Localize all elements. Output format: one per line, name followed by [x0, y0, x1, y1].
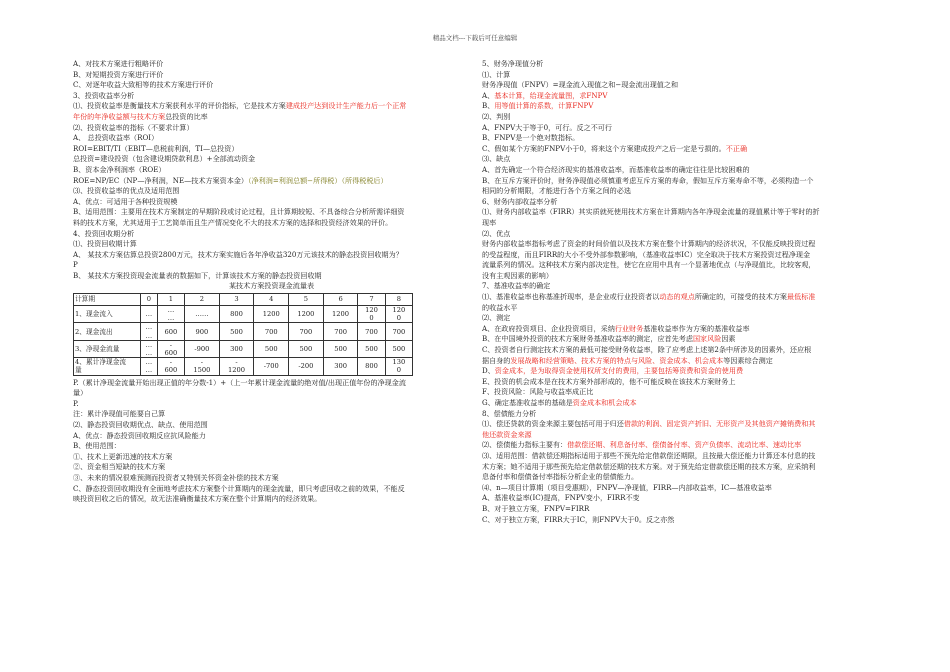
text-segment: 的收益水平 [482, 302, 518, 312]
table-row [74, 306, 413, 323]
text-line [482, 197, 878, 208]
table-cell: 500 [323, 340, 358, 357]
table-header-row [74, 294, 413, 306]
text-segment: A、 某技术方案估算总投资2800万元，技术方案实施后各年净收益320万元该技术的静态投资回收期为？ [73, 249, 403, 259]
highlight-text: 行业财务 [614, 323, 644, 333]
table-cell: 1200 [254, 306, 289, 323]
text-segment: ⑵、静态投资回收期优点、缺点、使用范围 [73, 420, 208, 430]
text-segment: B、 [482, 101, 495, 111]
text-segment: ⑷、n—项目计算期（项目受惠期），FNPV—净现值，FIRR—内部收益率，IC—基准收益率 [482, 482, 772, 492]
table-cell: 800 [219, 306, 254, 323]
text-segment: 财务内部收益率指标考虑了资金的时间价值以及技术方案在整个计算期内的经济状况，不仅能反映投资过程 [482, 239, 816, 249]
text-segment: 所确定的，可接受的技术方案 [694, 292, 788, 302]
text-line [482, 80, 878, 91]
text-segment: 相同的分析期限，才能进行各个方案之间的必选 [482, 186, 631, 196]
text-line [73, 80, 470, 91]
table-cell: … … [141, 358, 158, 375]
text-segment: A、首先确定一个符合经济现实的基准收益率，而基准收益率的确定往往是比较困难的 [482, 164, 750, 174]
text-segment: ⑴、偿还贷款的资金来源主要包括可用于归还 [482, 419, 624, 429]
text-line [482, 144, 878, 155]
highlight-text: 资金成本，是为取得资金使用权所支付的费用，主要包括筹资费和资金的使用费 [494, 366, 744, 376]
table-cell: 700 [254, 323, 289, 340]
text-line [482, 430, 878, 441]
text-segment: B、在互斥方案评价时，财务净现值必须慎重考虑互斥方案的寿命，假如互斥方案寿命不等，必须构造一个 [482, 175, 814, 185]
text-segment: D、 [482, 366, 495, 376]
table-cell: 500 [254, 340, 289, 357]
table-cell: … … [157, 306, 184, 323]
text-line [73, 91, 470, 102]
text-segment: ⑶、缺点 [482, 154, 511, 164]
table-cell: 500 [289, 340, 324, 357]
table-header-cell: 0 [141, 294, 158, 306]
text-line [73, 207, 470, 218]
text-segment: A、FNPV大于等于0，可行。反之不可行 [482, 122, 612, 132]
text-segment: ⑵、偿债能力指标主要有： [482, 440, 568, 450]
text-line [482, 91, 878, 102]
table-row [74, 340, 413, 357]
text-line [73, 133, 470, 144]
right-text [482, 59, 878, 525]
text-line [73, 176, 470, 187]
text-segment: A、优点：静态投资回收期反应抗风险能力 [73, 430, 206, 440]
text-segment: B、对短期投资方案进行评价 [73, 69, 164, 79]
text-line [73, 431, 470, 442]
text-line [73, 239, 470, 250]
text-segment: A、优点：可适用于各种投资规模 [73, 196, 178, 206]
text-line [482, 377, 878, 388]
text-line [482, 292, 878, 303]
highlight-text: 他还款资金来源 [482, 429, 532, 439]
table-cell: 600 [157, 323, 184, 340]
table-header-cell: 3 [219, 294, 254, 306]
text-segment: 5、财务净现值分析 [482, 59, 544, 68]
text-line [73, 229, 470, 240]
text-segment: G、确定基准收益率的基础是 [482, 398, 573, 407]
text-line [73, 378, 470, 389]
text-segment: ⑴、财务内部收益率（FIRR）其实质就死使用技术方案在计算期内各年净现金流量的现值累计等于零时的折 [482, 207, 820, 217]
text-segment: 4、投资回收期分析 [73, 228, 135, 238]
table-cell: - 600 [157, 358, 184, 375]
text-segment: A、基准收益率(IC)提高，FNPV变小，FIRR不变 [482, 493, 640, 503]
table-cell: 700 [358, 323, 385, 340]
table-header-cell: 计算期 [74, 294, 141, 306]
highlight-text: 发展战略和经营策略、技术方案的特点与风险、资金成本、机会成本 [510, 355, 724, 365]
table-cell: 2、现金流出 [74, 323, 141, 340]
text-segment: ROE=NP/EC（NP—净利润，NE—技术方案资本金） [73, 175, 249, 185]
table-cell: 500 [385, 340, 412, 357]
text-segment: 财务净现值（FNPV）=现金流入现值之和−现金流出现值之和 [482, 80, 679, 90]
text-segment: 等因素综合测定 [723, 355, 773, 365]
text-line [482, 345, 878, 356]
table-cell: 1、现金流入 [74, 306, 141, 323]
text-segment: ⑵、投资收益率的指标（不要求计算） [73, 122, 194, 132]
text-line [482, 398, 878, 409]
table-cell: 4、累计净现金流 量 [74, 358, 141, 375]
highlight-text: 国家风险 [692, 334, 722, 344]
text-line [482, 112, 878, 123]
text-segment: ⑴、计算 [482, 69, 511, 79]
text-line [73, 473, 470, 484]
table-cell: 900 [185, 323, 220, 340]
text-segment: ②、资金相当短缺的技术方案 [73, 462, 166, 472]
table-cell: 3、净现金流量 [74, 340, 141, 357]
text-line [73, 123, 470, 134]
table-cell: 300 [219, 340, 254, 357]
text-segment: P [73, 260, 78, 270]
text-segment: B、使用范围： [73, 441, 121, 451]
text-line [482, 493, 878, 504]
table-cell: 1200 [323, 306, 358, 323]
text-line [482, 271, 878, 282]
table-header-cell: 1 [157, 294, 184, 306]
text-segment: C、静态投资回收期没有全面地考虑技术方案整个计算期内的现金流量，即只考虑回收之前的效果，不能反 [73, 483, 405, 493]
text-line [482, 483, 878, 494]
text-segment: 现率 [482, 217, 497, 227]
text-segment: 料的技术方案，尤其适用于工艺简单而且生产情况变化不大的技术方案的选择和投资经济效果的评价。 [73, 217, 393, 227]
text-line [73, 420, 470, 431]
text-line [73, 388, 470, 399]
table-cell: …… [185, 306, 220, 323]
table-cell: … [141, 306, 158, 323]
text-line [482, 334, 878, 345]
text-segment: F、投资风险：风险与收益率成正比 [482, 387, 594, 397]
text-segment: 8、偿债能力分析 [482, 408, 537, 418]
table-cell: 300 [323, 358, 358, 375]
text-line [482, 366, 878, 377]
text-segment: ⑴、基准收益率也称基准折现率，是企业或行业投资者以 [482, 292, 660, 302]
text-line [73, 399, 470, 410]
text-segment: P. [73, 398, 79, 408]
text-line [73, 165, 470, 176]
text-segment: C、对逐年收益大致相等的技术方案进行评价 [73, 80, 214, 90]
table-cell: -200 [289, 358, 324, 375]
table-cell: … … [141, 323, 158, 340]
text-segment: ⑴、投资回收期计算 [73, 239, 137, 249]
table-cell: 500 [219, 323, 254, 340]
text-line [482, 218, 878, 229]
text-line [482, 387, 878, 398]
text-line [73, 409, 470, 420]
text-line [482, 260, 878, 271]
text-line [482, 472, 878, 483]
text-segment: A、 总投资收益率（ROI） [73, 133, 159, 143]
text-segment: 映投资回收之后的情况，故无法准确衡量技术方案在整个计算期内的经济效果。 [73, 494, 322, 504]
table-cell: 700 [289, 323, 324, 340]
table-row [74, 323, 413, 340]
table-cell: 1200 [289, 306, 324, 323]
highlight-text: 不正确 [725, 143, 748, 153]
table-header-cell: 4 [254, 294, 289, 306]
page-header: 精品文档---下载后可任意编辑 [432, 34, 518, 42]
text-line [482, 165, 878, 176]
text-segment: ③、未来的情况很难预测而投资者又特别关怀资金补偿的技术方案 [73, 473, 279, 483]
table-cell: 700 [323, 323, 358, 340]
text-line [73, 494, 470, 505]
text-line [482, 70, 878, 81]
text-line [482, 462, 878, 473]
highlight-text: 借款偿还期、利息备付率、偿债备付率、资产负债率、流动比率、速动比率 [567, 440, 802, 450]
text-segment: ROI=EBIT/TI（EBIT—息税前利润，TI—总投资） [73, 143, 239, 153]
text-line [73, 59, 470, 70]
text-line [482, 356, 878, 367]
text-segment: 术方案；她不适用于那些预先给定借款偿还期的技术方案。对于预先给定借款偿还期的技术方案，应采纳利 [482, 461, 816, 471]
table-cell: 700 [385, 323, 412, 340]
text-line [482, 123, 878, 134]
text-line [482, 101, 878, 112]
cashflow-table-title: 某技术方案投资现金流量表 [228, 281, 315, 291]
text-line [73, 218, 470, 229]
table-header-cell: 6 [323, 294, 358, 306]
text-segment: B、在中国境外投资的技术方案财务基准收益率的测定，应首先考虑 [482, 334, 693, 344]
text-line [482, 313, 878, 324]
text-segment: 7、基准收益率的确定 [482, 281, 551, 291]
table-header-cell: 5 [289, 294, 324, 306]
text-line [482, 133, 878, 144]
text-line [73, 250, 470, 261]
table-cell: 120 0 [358, 306, 385, 323]
text-segment: P.（累计净现金流量开始出现正值的年分数-1）+（上一年累计现金流量的绝对值/出现正值年份的净现金流 [73, 377, 406, 387]
text-line [482, 229, 878, 240]
text-line [482, 504, 878, 515]
text-line [482, 281, 878, 292]
text-line [482, 451, 878, 462]
text-line [73, 186, 470, 197]
text-line [73, 70, 470, 81]
highlight-text: 年份的年净收益额与技术方案 [73, 111, 166, 121]
text-segment: C、假如某个方案的FNPV小于0，将来这个方案建成投产之后一定是亏损的。 [482, 143, 726, 153]
text-segment: 基准收益率作为方案的基准收益率 [643, 323, 750, 333]
text-line [73, 462, 470, 473]
text-line [482, 324, 878, 335]
highlight-text: 用等值计算的系数，计算FNPV [494, 101, 594, 111]
highlight-text: 借款的利润、固定资产折旧、无形资产及其他资产摊销费和其 [623, 419, 816, 429]
table-header-cell: 2 [185, 294, 220, 306]
text-line [73, 452, 470, 463]
text-line [73, 112, 470, 123]
table-cell: 500 [358, 340, 385, 357]
text-segment: 注：累计净现值可能要自己算 [73, 409, 166, 419]
text-segment: 流量系列的情况。这种技术方案内部决定性，使它在应用中具有一个显著地优点（与净现值比，比较客观， [482, 260, 816, 270]
table-cell: -900 [185, 340, 220, 357]
text-segment: B、FNPV是一个绝对数指标。 [482, 133, 580, 143]
text-line [482, 207, 878, 218]
text-line [73, 441, 470, 452]
text-line [482, 515, 878, 526]
text-segment: 没有主观因素的影响） [482, 270, 553, 280]
text-segment: 6、财务内部收益率分析 [482, 196, 558, 206]
left-column [73, 59, 470, 505]
text-line [482, 250, 878, 261]
text-segment: B、适用范围：主要用在技术方案制定的早期阶段或讨论过程，且计算期较短、不具备综合分析所需详细资 [73, 207, 405, 217]
text-segment: 总投资的比率 [165, 111, 208, 121]
text-segment: 因素 [721, 334, 736, 344]
highlight-text: 动态的观点 [659, 292, 695, 302]
table-cell: … … [141, 340, 158, 357]
text-line [73, 260, 470, 271]
text-segment: B、 某技术方案投资现金流量表的数据如下，计算该技术方案的静态投资回收期 [73, 270, 322, 280]
table-cell: - 1200 [219, 358, 254, 375]
table-cell: 130 0 [385, 358, 412, 375]
text-segment: 量） [73, 388, 88, 398]
text-line [482, 59, 878, 70]
text-segment: A、 [482, 90, 495, 100]
table-cell: -700 [254, 358, 289, 375]
text-line [73, 484, 470, 495]
text-segment: E、投资的机会成本是在技术方案外部形成的，他不可能反映在该技术方案财务上 [482, 376, 736, 386]
text-segment: B、对于独立方案，FNPV=FIRR [482, 503, 590, 513]
left-text-bottom [73, 378, 470, 505]
text-segment: ①、技术上更新迅速的技术方案 [73, 451, 173, 461]
text-line [482, 440, 878, 451]
text-segment: ⑵、优点 [482, 228, 511, 238]
text-segment: A、对技术方案进行粗略评价 [73, 59, 164, 68]
table-header-cell: 8 [385, 294, 412, 306]
table-cell: - 1500 [185, 358, 220, 375]
table-header-cell: 7 [358, 294, 385, 306]
text-line [482, 419, 878, 430]
left-text-top [73, 59, 470, 281]
text-line [482, 409, 878, 420]
text-segment: 息备付率和偿债备付率指标分析企业的偿债能力。 [482, 472, 639, 482]
highlight-text: （净利润=利润总额−所得税）（所得税税后） [248, 175, 388, 185]
text-line [73, 144, 470, 155]
text-segment: ⑴、投资收益率是衡量技术方案获利水平的评价指标，它是技术方案 [73, 101, 286, 111]
text-line [73, 197, 470, 208]
text-segment: 据自身的 [482, 355, 511, 365]
highlight-text: 最低标准 [787, 292, 816, 302]
text-segment: C、投资者自行测定技术方案的最低可接受财务收益率，除了应考虑上述第2条中所涉及的因素外，还应根 [482, 345, 812, 355]
text-segment: ⑵、判别 [482, 111, 511, 121]
text-line [482, 186, 878, 197]
text-segment: ⑵、测定 [482, 313, 511, 323]
table-cell: - 600 [157, 340, 184, 357]
text-line [73, 154, 470, 165]
text-segment: ⑶、适用范围：借款偿还期指标适用于那些不预先给定借款偿还期限，且按最大偿还能力计算还本付息的技 [482, 450, 816, 460]
text-segment: 总投资=建设投资（包含建设期贷款利息）+全部流动资金 [73, 154, 256, 164]
text-line [482, 303, 878, 314]
highlight-text: 建成投产达到设计生产能力后一个正常 [285, 101, 407, 111]
cashflow-table [73, 293, 413, 376]
table-cell: 800 [358, 358, 385, 375]
text-line [73, 101, 470, 112]
table-row [74, 358, 413, 375]
table-cell: 120 0 [385, 306, 412, 323]
highlight-text: 基本计算，给现金流量图，求FNPV [494, 90, 608, 100]
text-line [482, 154, 878, 165]
text-segment: 3、投资收益率分析 [73, 90, 135, 100]
text-line [73, 271, 470, 282]
right-column [482, 59, 878, 525]
text-segment: 的受益程度，而且FIRR的大小不受外部参数影响，（基准收益率IC）完全取决于技术方案投资过程净现金 [482, 249, 811, 259]
text-segment: C、对于独立方案，FIRR大于IC，则FNPV大于0。反之亦然 [482, 514, 675, 524]
text-segment: ⑶、投资收益率的优点及适用范围 [73, 186, 180, 196]
text-segment: B、资本金净利润率（ROE） [73, 164, 166, 174]
text-segment: A、在政府投资项目、企业投资项目，采纳 [482, 323, 615, 333]
text-line [482, 176, 878, 187]
highlight-text: 资金成本和机会成本 [572, 398, 637, 407]
text-line [482, 239, 878, 250]
